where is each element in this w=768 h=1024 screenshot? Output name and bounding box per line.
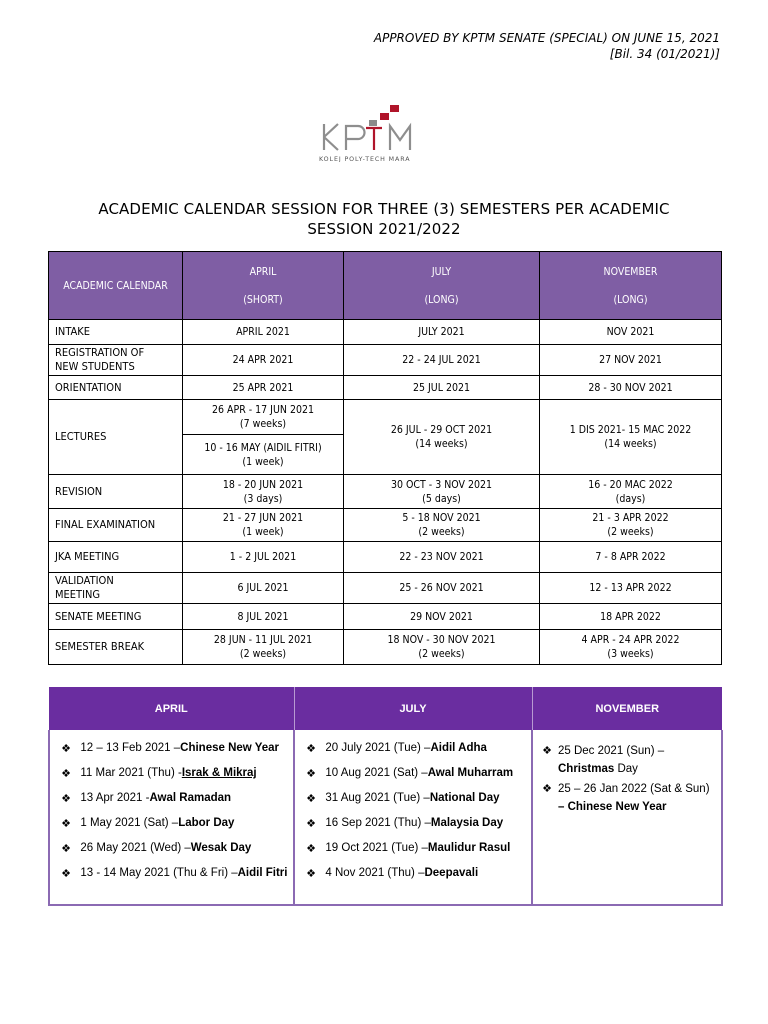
cell-april: 18 - 20 JUN 2021 (3 days) [183,475,344,509]
column-sub: (LONG) [613,293,648,306]
cell-april: APRIL 2021 [183,320,344,345]
kptm-logo [318,104,452,162]
row-label: SENATE MEETING [49,604,183,630]
cell-april: 8 JUL 2021 [183,604,344,630]
diamond-bullet-icon: ❖ [61,793,71,805]
row-label: FINAL EXAMINATION [49,509,183,542]
holiday-item: ❖ 12 – 13 Feb 2021 – Chinese New Year [58,742,293,767]
diamond-bullet-icon: ❖ [542,745,552,757]
approval-note [374,30,720,62]
cell-july: 30 OCT - 3 NOV 2021 (5 days) [344,475,540,509]
cell-november: 4 APR - 24 APR 2022 (3 weeks) [540,630,722,665]
title-line-1: ACADEMIC CALENDAR SESSION FOR THREE (3) SEMESTERS PER ACADEMIC [98,200,670,218]
holiday-item: ❖ 31 Aug 2021 (Tue) – National Day [303,792,531,817]
table-row-registration [49,345,722,376]
cell-november: 28 - 30 NOV 2021 [540,376,722,400]
public-holidays-table [48,687,723,906]
cell-november: 18 APR 2022 [540,604,722,630]
table-row-semester-break [49,630,722,665]
academic-calendar-table [48,251,722,665]
holiday-list-november [532,730,722,905]
holiday-item: ❖ 25 Dec 2021 (Sun) – Christmas Day [539,742,717,778]
cell-november: 1 DIS 2021- 15 MAC 2022 (14 weeks) [540,400,722,475]
row-label: SEMESTER BREAK [49,630,183,665]
cell-april: 26 APR - 17 JUN 2021 (7 weeks) [183,400,344,435]
row-label: REGISTRATION OF NEW STUDENTS [49,345,183,376]
cell-july: 29 NOV 2021 [344,604,540,630]
holiday-list-april [49,730,294,905]
holiday-item: ❖ 13 - 14 May 2021 (Thu & Fri) – Aidil Fitri [58,867,293,892]
holiday-item: ❖ 13 Apr 2021 - Awal Ramadan [58,792,293,817]
row-label: VALIDATION MEETING [49,573,183,604]
cell-july: 25 - 26 NOV 2021 [344,573,540,604]
table-row-lectures [49,400,722,435]
logo-tagline: KOLEJ POLY-TECH MARA [319,156,411,162]
holiday-header-july: JULY [294,687,532,730]
holiday-body-row [49,730,722,905]
cell-april: 24 APR 2021 [183,345,344,376]
row-label: ORIENTATION [49,376,183,400]
diamond-bullet-icon: ❖ [306,818,316,830]
cell-july: 26 JUL - 29 OCT 2021 (14 weeks) [344,400,540,475]
diamond-bullet-icon: ❖ [61,843,71,855]
diamond-bullet-icon: ❖ [61,868,71,880]
table-row-final-exam [49,509,722,542]
table-row-orientation [49,376,722,400]
holiday-item: ❖ 11 Mar 2021 (Thu) - Israk & Mikraj [58,767,293,792]
cell-april: 25 APR 2021 [183,376,344,400]
diamond-bullet-icon: ❖ [61,768,71,780]
diamond-bullet-icon: ❖ [306,868,316,880]
corner-header: ACADEMIC CALENDAR [49,252,183,320]
column-sub: (LONG) [424,293,459,306]
title-line-2: SESSION 2021/2022 [307,220,461,238]
row-label: REVISION [49,475,183,509]
diamond-bullet-icon: ❖ [306,768,316,780]
cell-july: 22 - 23 NOV 2021 [344,542,540,573]
cell-april: 10 - 16 MAY (AIDIL FITRI) (1 week) [183,435,344,475]
column-header-april [183,252,344,320]
diamond-bullet-icon: ❖ [542,783,552,795]
cell-july: 22 - 24 JUL 2021 [344,345,540,376]
holiday-item: ❖ 19 Oct 2021 (Tue) – Maulidur Rasul [303,842,531,867]
row-label: JKA MEETING [49,542,183,573]
page-title [48,199,720,239]
cell-july: 5 - 18 NOV 2021 (2 weeks) [344,509,540,542]
holiday-item: ❖ 20 July 2021 (Tue) – Aidil Adha [303,742,531,767]
cell-april: 1 - 2 JUL 2021 [183,542,344,573]
cell-april: 21 - 27 JUN 2021 (1 week) [183,509,344,542]
cell-november: 16 - 20 MAC 2022 (days) [540,475,722,509]
table-row-intake [49,320,722,345]
table-header-row [49,252,722,320]
approval-line-2: [Bil. 34 (01/2021)] [609,47,720,61]
diamond-bullet-icon: ❖ [61,743,71,755]
holiday-header-april: APRIL [49,687,294,730]
cell-november: 12 - 13 APR 2022 [540,573,722,604]
holiday-list-july [294,730,532,905]
cell-july: JULY 2021 [344,320,540,345]
table-row-revision [49,475,722,509]
column-sub: (SHORT) [243,293,283,306]
column-header-july [344,252,540,320]
column-name: JULY [431,265,452,278]
column-name: APRIL [249,265,277,278]
holiday-item: ❖ 25 – 26 Jan 2022 (Sat & Sun) – Chinese New Year [539,780,717,816]
table-row-jka [49,542,722,573]
diamond-bullet-icon: ❖ [306,843,316,855]
cell-april: 6 JUL 2021 [183,573,344,604]
cell-november: 7 - 8 APR 2022 [540,542,722,573]
cell-july: 18 NOV - 30 NOV 2021 (2 weeks) [344,630,540,665]
column-name: NOVEMBER [603,265,658,278]
holiday-item: ❖ 1 May 2021 (Sat) – Labor Day [58,817,293,842]
row-label: LECTURES [49,400,183,475]
row-label: INTAKE [49,320,183,345]
diamond-bullet-icon: ❖ [61,818,71,830]
cell-november: 27 NOV 2021 [540,345,722,376]
approval-line-1: APPROVED BY KPTM SENATE (SPECIAL) ON JUNE 15, 2021 [373,31,720,45]
holiday-item: ❖ 4 Nov 2021 (Thu) – Deepavali [303,867,531,892]
diamond-bullet-icon: ❖ [306,793,316,805]
table-row-senate [49,604,722,630]
diamond-bullet-icon: ❖ [306,743,316,755]
cell-july: 25 JUL 2021 [344,376,540,400]
cell-november: 21 - 3 APR 2022 (2 weeks) [540,509,722,542]
cell-november: NOV 2021 [540,320,722,345]
cell-april: 28 JUN - 11 JUL 2021 (2 weeks) [183,630,344,665]
table-row-validation [49,573,722,604]
holiday-item: ❖ 16 Sep 2021 (Thu) – Malaysia Day [303,817,531,842]
holiday-header-november: NOVEMBER [532,687,722,730]
holiday-header-row [49,687,722,730]
column-header-november [540,252,722,320]
holiday-item: ❖ 10 Aug 2021 (Sat) – Awal Muharram [303,767,531,792]
holiday-item: ❖ 26 May 2021 (Wed) – Wesak Day [58,842,293,867]
